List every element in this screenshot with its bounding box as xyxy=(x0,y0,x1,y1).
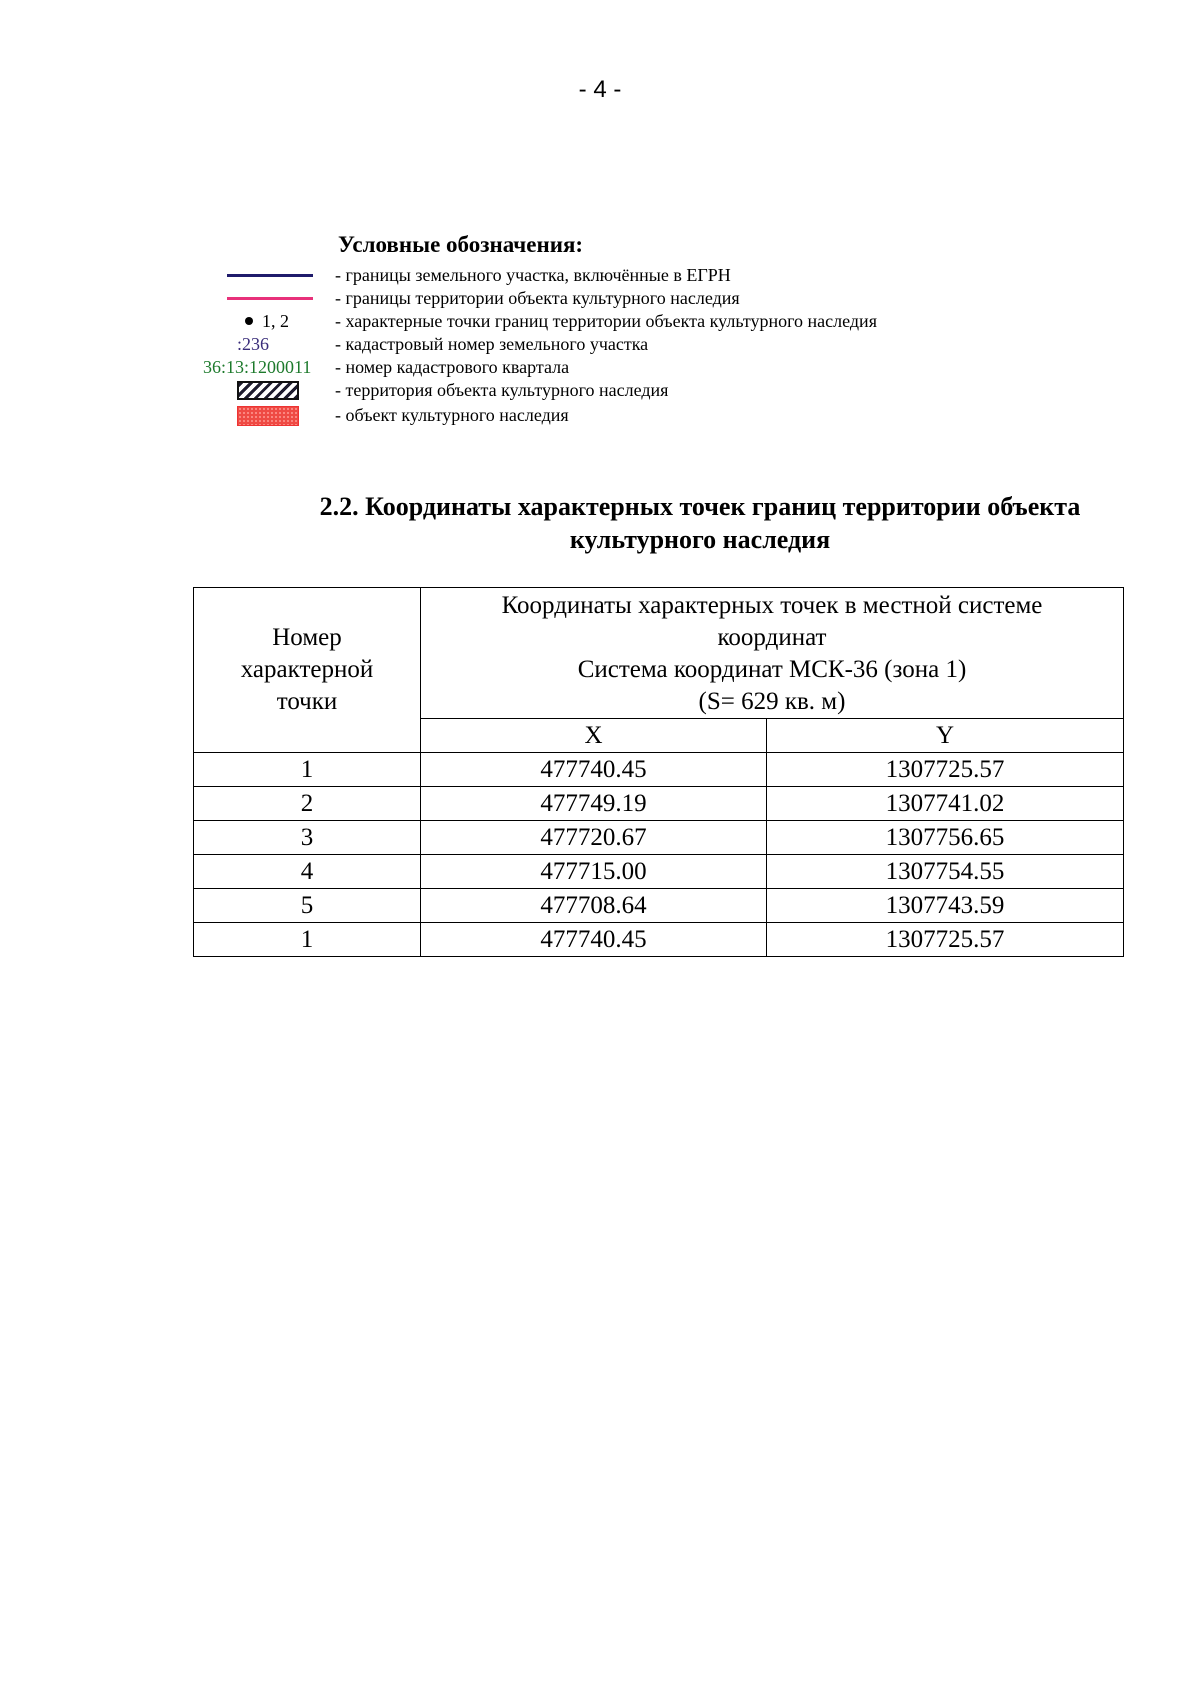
page-number: - 4 - xyxy=(578,76,622,103)
cell-point-number: 3 xyxy=(194,821,421,855)
legend-item-points xyxy=(180,310,1000,333)
legend-item-heritage-object xyxy=(180,404,1000,427)
legend-item-heritage-territory xyxy=(180,379,1000,402)
legend-item-text: - номер кадастрового квартала xyxy=(335,357,570,377)
legend-item-heritage-boundary xyxy=(180,287,1000,310)
point-dot-icon xyxy=(180,310,330,333)
cell-y: 1307756.65 xyxy=(767,821,1124,855)
legend-item-text: - границы земельного участка, включённые в ЕГРН xyxy=(335,265,731,285)
section-heading-line-1: 2.2. Координаты характерных точек границ территории объекта xyxy=(319,492,1081,521)
legend-item-text: - объект культурного наследия xyxy=(335,405,569,425)
header-x: X xyxy=(421,719,767,753)
legend-item-text: - кадастровый номер земельного участка xyxy=(335,334,649,354)
header-coordinates: Координаты характерных точек в местной системе координат Система координат МСК-36 (зона 1) (S= 629 кв. м) xyxy=(421,588,1124,719)
cell-point-number: 2 xyxy=(194,787,421,821)
cell-x: 477708.64 xyxy=(421,889,767,923)
cell-point-number: 4 xyxy=(194,855,421,889)
cell-y: 1307725.57 xyxy=(767,923,1124,957)
cell-y: 1307741.02 xyxy=(767,787,1124,821)
header-y: Y xyxy=(767,719,1124,753)
cell-x: 477740.45 xyxy=(421,923,767,957)
cell-x: 477749.19 xyxy=(421,787,767,821)
table-row xyxy=(194,787,1124,821)
legend-title: Условные обозначения: xyxy=(338,232,584,257)
cell-y: 1307754.55 xyxy=(767,855,1124,889)
table-row xyxy=(194,923,1124,957)
table-row xyxy=(194,753,1124,787)
legend-item-text: - границы территории объекта культурного наследия xyxy=(335,288,740,308)
legend-item-parcel-boundary xyxy=(180,264,1000,287)
section-heading xyxy=(250,490,1150,556)
table-row xyxy=(194,855,1124,889)
parcel-number-sample: :236 xyxy=(237,334,270,354)
cell-y: 1307725.57 xyxy=(767,753,1124,787)
cell-y: 1307743.59 xyxy=(767,889,1124,923)
section-heading-line-2: культурного наследия xyxy=(569,525,831,554)
red-dotted-box-icon xyxy=(180,404,330,427)
cell-x: 477720.67 xyxy=(421,821,767,855)
header-point-number: Номер характерной точки xyxy=(194,588,421,753)
cell-point-number: 1 xyxy=(194,753,421,787)
coordinates-table xyxy=(193,587,1124,957)
cadastral-parcel-label-icon xyxy=(180,333,330,356)
quarter-number-sample: 36:13:1200011 xyxy=(203,357,312,377)
pink-line-icon xyxy=(180,287,330,310)
table-row xyxy=(194,889,1124,923)
legend-item-text: - характерные точки границ территории объекта культурного наследия xyxy=(335,311,877,331)
table-row xyxy=(194,821,1124,855)
cell-x: 477715.00 xyxy=(421,855,767,889)
hatched-box-icon xyxy=(180,379,330,402)
legend-item-parcel-number xyxy=(180,333,1000,356)
point-label-sample: 1, 2 xyxy=(262,311,289,331)
cadastral-quarter-label-icon xyxy=(180,356,330,379)
cell-point-number: 5 xyxy=(194,889,421,923)
blue-line-icon xyxy=(180,264,330,287)
legend-item-text: - территория объекта культурного наследия xyxy=(335,380,669,400)
legend-item-quarter-number xyxy=(180,356,1000,379)
cell-point-number: 1 xyxy=(194,923,421,957)
cell-x: 477740.45 xyxy=(421,753,767,787)
